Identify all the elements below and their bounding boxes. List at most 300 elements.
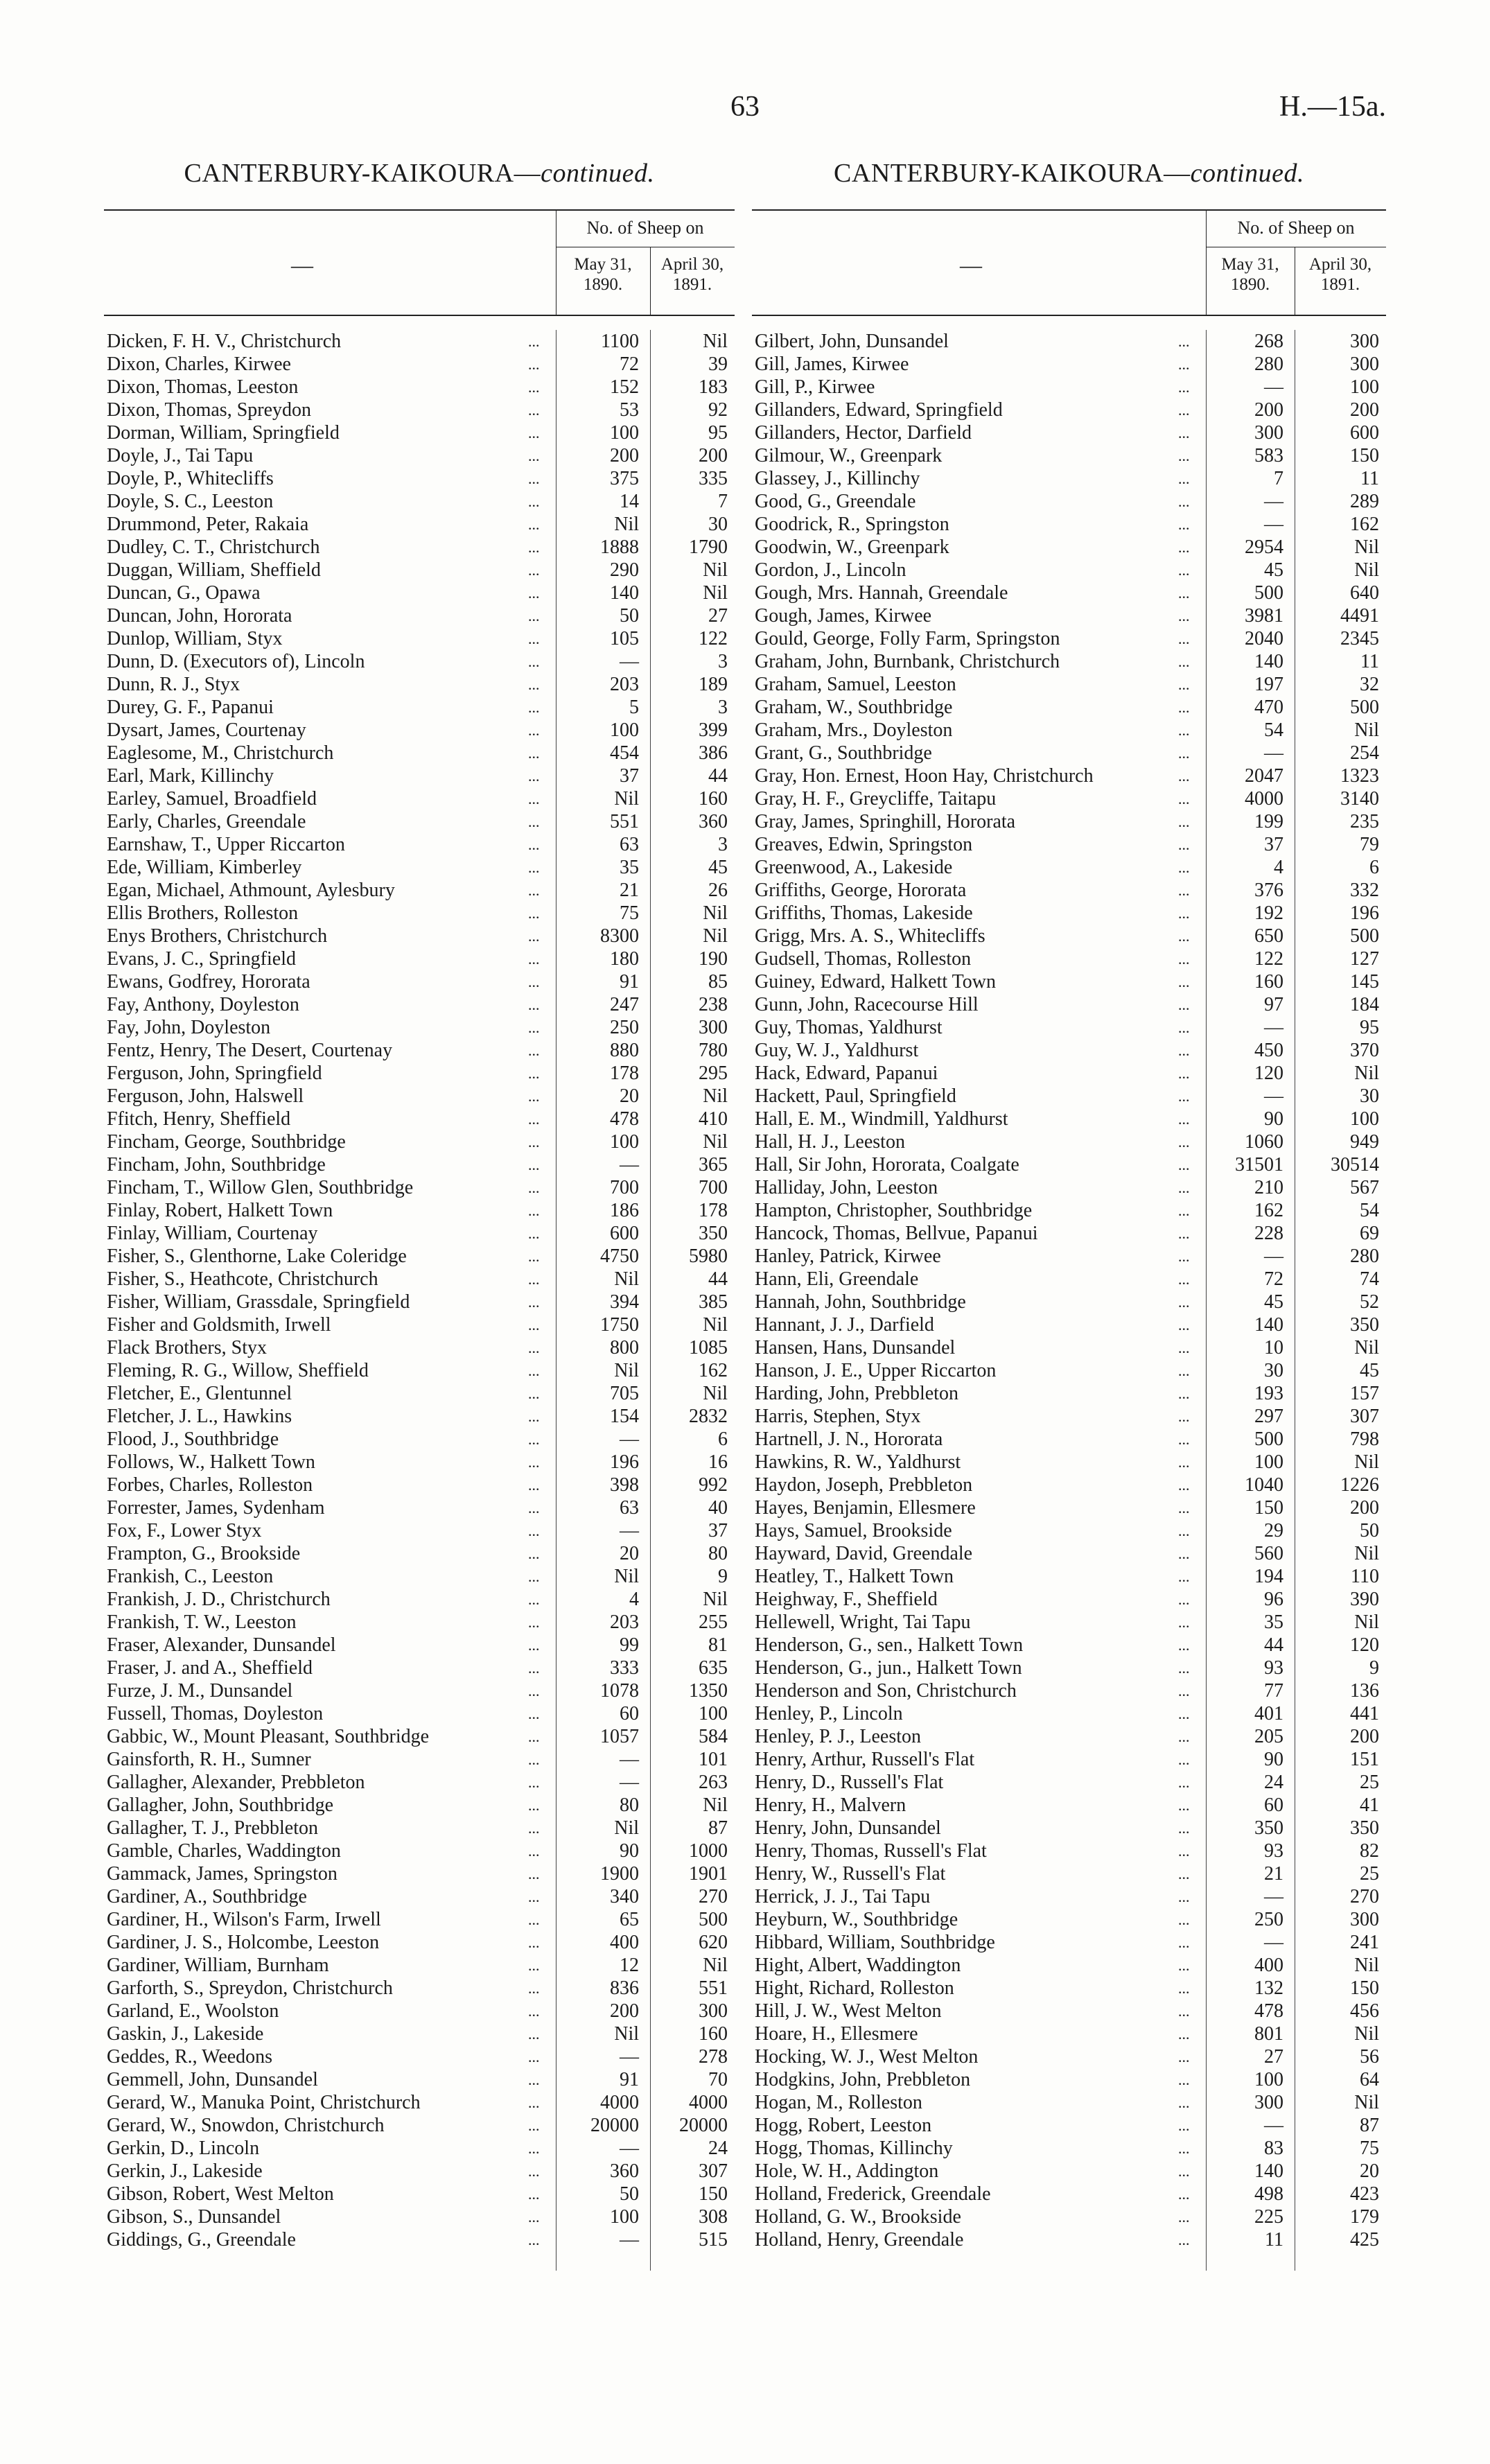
sheep-may-1890: 192 [1254,902,1283,924]
right-column-heading [752,158,1386,194]
sheep-may-1890: 100 [610,1131,639,1153]
leader-dots: ... [1178,2162,1190,2180]
table-row [752,1474,1386,1496]
leader-dots: ... [1178,1774,1190,1791]
table-row [104,1176,735,1199]
leader-dots: ... [528,493,540,510]
sheep-april-1891: 40 [708,1497,728,1519]
table-row [104,1840,735,1862]
owner-name: Ferguson, John, Springfield [107,1063,322,1084]
sheep-may-1890: 100 [610,2206,639,2228]
sheep-may-1890: 194 [1254,1566,1283,1587]
table-row [752,1016,1386,1039]
leader-dots: ... [1178,2140,1190,2157]
sheep-may-1890: 1078 [600,1680,639,1702]
leader-dots: ... [528,1636,540,1654]
owner-name: Hall, E. M., Windmill, Yaldhurst [755,1108,1008,1130]
table-row [104,1313,735,1336]
owner-name: Earley, Samuel, Broadfield [107,788,317,810]
leader-dots: ... [528,1225,540,1242]
sheep-may-1890: 247 [610,994,639,1015]
leader-dots: ... [1178,950,1190,968]
table-row [752,2114,1386,2137]
sheep-april-1891: 80 [708,1543,728,1564]
leader-dots: ... [1178,1225,1190,1242]
owner-name: Hannant, J. J., Darfield [755,1314,934,1336]
sheep-april-1891: 1901 [689,1863,728,1885]
leader-dots: ... [1178,1591,1190,1608]
sheep-may-1890: 376 [1254,880,1283,901]
sheep-may-1890: 340 [610,1886,639,1907]
owner-name: Hawkins, R. W., Yaldhurst [755,1451,961,1473]
table-row [104,787,735,810]
sheep-may-1890: 199 [1254,811,1283,832]
sheep-april-1891: 127 [1350,948,1379,970]
sheep-april-1891: 600 [1350,422,1379,444]
table-row [104,1108,735,1130]
leader-dots: ... [1178,676,1190,693]
leader-dots: ... [528,790,540,807]
sheep-may-1890: — [620,1428,639,1450]
sheep-may-1890: 300 [1254,422,1283,444]
sheep-may-1890: 186 [610,1200,639,1221]
sheep-may-1890: 801 [1254,2023,1283,2045]
table-row [752,1588,1386,1611]
sheep-april-1891: 350 [1350,1314,1379,1336]
owner-name: Hight, Albert, Waddington [755,1955,961,1976]
table-row [104,1679,735,1702]
leader-dots: ... [1178,1476,1190,1494]
sheep-april-1891: Nil [703,331,728,352]
table-row [104,1382,735,1405]
owner-name: Flack Brothers, Styx [107,1337,267,1358]
sheep-april-1891: 390 [1350,1589,1379,1610]
table-row [752,1108,1386,1130]
sheep-april-1891: 370 [1350,1040,1379,1061]
owner-name: Flood, J., Southbridge [107,1428,279,1450]
leader-dots: ... [1178,1636,1190,1654]
left-rows [104,330,735,2251]
sheep-may-1890: 83 [1264,2138,1283,2159]
sheep-april-1891: 85 [708,971,728,993]
table-row [104,2068,735,2091]
leader-dots: ... [1178,333,1190,350]
sheep-may-1890: 360 [610,2160,639,2182]
owner-name: Gardiner, A., Southbridge [107,1886,307,1907]
leader-dots: ... [1178,1202,1190,1219]
owner-name: Fentz, Henry, The Desert, Courtenay [107,1040,393,1061]
table-row [104,444,735,467]
table-row [752,1062,1386,1085]
sheep-may-1890: 203 [610,674,639,695]
sheep-may-1890: 300 [1254,2092,1283,2113]
leader-dots: ... [528,1133,540,1151]
owner-name: Fox, F., Lower Styx [107,1520,262,1541]
owner-name: Gerard, W., Snowdon, Christchurch [107,2115,385,2136]
sheep-may-1890: 140 [1254,2160,1283,2182]
sheep-april-1891: 278 [699,2046,728,2068]
leader-dots: ... [1178,1042,1190,1059]
owner-name: Giddings, G., Greendale [107,2229,296,2251]
sheep-may-1890: 20 [620,1085,639,1107]
leader-dots: ... [1178,1957,1190,1974]
table-row [752,353,1386,376]
sheep-april-1891: 992 [699,1474,728,1496]
table-row [104,970,735,993]
owner-name: Gardiner, J. S., Holcombe, Leeston [107,1932,380,1953]
leader-dots: ... [528,1888,540,1905]
sheep-may-1890: 100 [1254,2069,1283,2090]
owner-name: Gerkin, D., Lincoln [107,2138,260,2159]
table-row [752,1748,1386,1771]
sheep-april-1891: 386 [699,742,728,764]
table-row [752,1405,1386,1428]
table-row [752,925,1386,947]
leader-dots: ... [1178,356,1190,373]
sheep-april-1891: 270 [699,1886,728,1907]
table-row [104,925,735,947]
sheep-april-1891: 160 [699,2023,728,2045]
leader-dots: ... [1178,1682,1190,1700]
sheep-april-1891: 798 [1350,1428,1379,1450]
table-row [104,353,735,376]
sheep-header: No. of Sheep on [1237,218,1355,238]
sheep-may-1890: 50 [620,2183,639,2205]
sheep-may-1890: — [620,2046,639,2068]
sheep-april-1891: 1000 [689,1840,728,1862]
sheep-may-1890: 96 [1264,1589,1283,1610]
owner-name: Heighway, F., Sheffield [755,1589,938,1610]
owner-name: Guy, W. J., Yaldhurst [755,1040,919,1061]
sheep-may-1890: Nil [614,1817,639,1839]
owner-name: Duggan, William, Sheffield [107,559,321,581]
sheep-may-1890: — [620,1154,639,1176]
sheep-april-1891: 87 [708,1817,728,1839]
sheep-may-1890: 200 [610,445,639,466]
sheep-may-1890: 193 [1254,1383,1283,1404]
table-row [752,1977,1386,2000]
sheep-may-1890: — [620,1520,639,1541]
owner-name: Hanley, Patrick, Kirwee [755,1246,941,1267]
owner-name: Henry, H., Malvern [755,1794,906,1816]
sheep-april-1891: 3 [718,651,728,672]
sheep-may-1890: 50 [620,605,639,627]
owner-name: Gunn, John, Racecourse Hill [755,994,979,1015]
sheep-may-1890: — [620,1749,639,1770]
leader-dots: ... [528,1659,540,1677]
leader-dots: ... [528,539,540,556]
table-row [104,1428,735,1451]
sheep-may-1890: 401 [1254,1703,1283,1724]
leader-dots: ... [1178,2094,1190,2111]
owner-name: Fincham, George, Southbridge [107,1131,346,1153]
sheep-may-1890: 93 [1264,1840,1283,1862]
sheep-april-1891: 270 [1350,1886,1379,1907]
owner-name: Heatley, T., Halkett Town [755,1566,954,1587]
sheep-may-1890: 152 [610,376,639,398]
owner-name: Evans, J. C., Springfield [107,948,296,970]
sheep-april-1891: 25 [1360,1772,1379,1793]
sheep-may-1890: Nil [614,1360,639,1381]
leader-dots: ... [1178,1087,1190,1105]
leader-dots: ... [1178,1339,1190,1356]
owner-name: Gemmell, John, Dunsandel [107,2069,318,2090]
sheep-april-1891: 150 [699,2183,728,2205]
owner-name: Doyle, P., Whitecliffs [107,468,274,489]
sheep-april-1891: 52 [1360,1291,1379,1313]
sheep-may-1890: — [1264,1932,1283,1953]
owner-name: Gerkin, J., Lakeside [107,2160,263,2182]
table-row [752,1817,1386,1840]
sheep-april-1891: Nil [1354,1955,1379,1976]
table-row [752,833,1386,856]
sheep-may-1890: 880 [610,1040,639,1061]
sheep-may-1890: 97 [1264,994,1283,1015]
leader-dots: ... [1178,1545,1190,1562]
owner-name: Fay, Anthony, Doyleston [107,994,299,1015]
sheep-april-1891: 423 [1350,2183,1379,2205]
owner-name: Grigg, Mrs. A. S., Whitecliffs [755,925,985,947]
sheep-april-1891: 425 [1350,2229,1379,2251]
table-row [104,719,735,742]
table-row [104,536,735,559]
sheep-may-1890: 80 [620,1794,639,1816]
leader-dots: ... [1178,1270,1190,1288]
sheep-may-1890: 5 [629,697,639,718]
sheep-april-1891: 441 [1350,1703,1379,1724]
owner-name: Eaglesome, M., Christchurch [107,742,334,764]
leader-dots: ... [1178,1911,1190,1928]
table-row [104,2045,735,2068]
leader-dots: ... [528,1819,540,1837]
sheep-may-1890: 29 [1264,1520,1283,1541]
table-row [752,1954,1386,1977]
sheep-may-1890: 24 [1264,1772,1283,1793]
owner-name: Holland, G. W., Brookside [755,2206,961,2228]
sheep-april-1891: 3 [718,697,728,718]
table-row [752,2091,1386,2114]
sheep-may-1890: 551 [610,811,639,832]
table-row [752,1176,1386,1199]
sheep-may-1890: 800 [610,1337,639,1358]
leader-dots: ... [1178,2048,1190,2065]
sheep-april-1891: 162 [1350,514,1379,535]
sheep-may-1890: 200 [1254,399,1283,421]
owner-name: Herrick, J. J., Tai Tapu [755,1886,931,1907]
leader-dots: ... [1178,1110,1190,1128]
leader-dots: ... [1178,2231,1190,2248]
sheep-april-1891: 100 [1350,376,1379,398]
table-row [104,1565,735,1588]
owner-name: Finlay, William, Courtenay [107,1223,318,1244]
leader-dots: ... [528,2002,540,2020]
sheep-may-1890: 93 [1264,1657,1283,1679]
sheep-may-1890: Nil [614,788,639,810]
owner-name: Harris, Stephen, Styx [755,1406,921,1427]
table-row [104,1885,735,1908]
leader-dots: ... [1178,1728,1190,1745]
owner-name: Guiney, Edward, Halkett Town [755,971,996,993]
leader-dots: ... [1178,1156,1190,1173]
owner-name: Hannah, John, Southbridge [755,1291,966,1313]
table-row [752,902,1386,925]
leader-dots: ... [528,1339,540,1356]
right-column [752,158,1386,2251]
owner-name: Follows, W., Halkett Town [107,1451,315,1473]
table-row [752,1130,1386,1153]
sheep-may-1890: Nil [614,2023,639,2045]
leader-dots: ... [528,1751,540,1768]
sheep-may-1890: 454 [610,742,639,764]
leader-dots: ... [528,1202,540,1219]
owner-name: Gibson, S., Dunsandel [107,2206,281,2228]
owner-name: Gallagher, Alexander, Prebbleton [107,1772,365,1793]
leader-dots: ... [1178,2208,1190,2226]
leader-dots: ... [528,813,540,830]
sheep-may-1890: 3981 [1245,605,1283,627]
table-row [752,787,1386,810]
owner-name: Griffiths, George, Hororata [755,880,967,901]
sheep-april-1891: 41 [1360,1794,1379,1816]
table-row [104,1702,735,1725]
sheep-may-1890: Nil [614,514,639,535]
leader-dots: ... [528,447,540,464]
owner-name: Ellis Brothers, Rolleston [107,902,299,924]
owner-name: Gould, George, Folly Farm, Springston [755,628,1060,649]
sheep-april-1891: Nil [1354,1337,1379,1358]
leader-dots: ... [1178,927,1190,945]
sheep-april-1891: 200 [1350,1726,1379,1747]
sheep-may-1890: 4000 [1245,788,1283,810]
owner-name: Ffitch, Henry, Sheffield [107,1108,291,1130]
sheep-may-1890: 268 [1254,331,1283,352]
owner-name: Garland, E., Woolston [107,2000,279,2022]
sheep-may-1890: — [1264,1085,1283,1107]
leader-dots: ... [528,630,540,647]
sheep-april-1891: 235 [1350,811,1379,832]
sheep-may-1890: 65 [620,1909,639,1930]
table-row [104,1977,735,2000]
sheep-april-1891: 1323 [1340,765,1379,787]
owner-name: Gudsell, Thomas, Rolleston [755,948,972,970]
sheep-may-1890: 21 [1264,1863,1283,1885]
leader-dots: ... [528,333,540,350]
table-row [752,559,1386,582]
sheep-april-1891: 196 [1350,902,1379,924]
sheep-april-1891: 635 [699,1657,728,1679]
owner-name: Hogg, Robert, Leeston [755,2115,932,2136]
table-row [752,1336,1386,1359]
table-row [104,1405,735,1428]
table-row [104,1336,735,1359]
leader-dots: ... [528,1842,540,1860]
owner-name: Gray, Hon. Ernest, Hoon Hay, Christchurch [755,765,1094,787]
sheep-april-1891: 567 [1350,1177,1379,1198]
table-row [752,2183,1386,2205]
leader-dots: ... [1178,1842,1190,1860]
page-code: H.—15a. [1279,91,1386,123]
sheep-april-1891: 500 [1350,925,1379,947]
owner-name: Hill, J. W., West Melton [755,2000,942,2022]
sheep-may-1890: — [620,2138,639,2159]
leader-dots: ... [1178,1453,1190,1471]
leader-dots: ... [1178,2117,1190,2134]
table-row [104,2114,735,2137]
sheep-april-1891: 300 [1350,1909,1379,1930]
sheep-april-1891: Nil [1354,2092,1379,2113]
table-row [104,1268,735,1291]
sheep-may-1890: 20 [620,1543,639,1564]
sheep-april-1891: 3140 [1340,788,1379,810]
leader-dots: ... [528,950,540,968]
leader-dots: ... [1178,493,1190,510]
sheep-april-1891: Nil [703,1383,728,1404]
owner-name: Graham, Mrs., Doyleston [755,719,953,741]
sheep-may-1890: 77 [1264,1680,1283,1702]
leader-dots: ... [528,859,540,876]
sheep-april-1891: 151 [1350,1749,1379,1770]
owner-name: Grant, G., Southbridge [755,742,932,764]
table-row [752,947,1386,970]
table-row [752,1199,1386,1222]
leader-dots: ... [528,973,540,990]
owner-name: Dunn, D. (Executors of), Lincoln [107,651,365,672]
page-number: 63 [730,91,760,123]
owner-name: Henry, John, Dunsandel [755,1817,941,1839]
owner-name: Goodwin, W., Greenpark [755,536,949,558]
leader-dots: ... [528,1911,540,1928]
leader-dots: ... [1178,2002,1190,2020]
leader-dots: ... [528,1865,540,1882]
sheep-april-1891: 75 [1360,2138,1379,2159]
table-row [752,2228,1386,2251]
leader-dots: ... [1178,1705,1190,1722]
leader-dots: ... [1178,1819,1190,1837]
leader-dots: ... [528,1499,540,1517]
sheep-april-1891: 4491 [1340,605,1379,627]
sheep-may-1890: — [1264,1246,1283,1267]
leader-dots: ... [528,584,540,602]
table-row [752,1451,1386,1474]
sheep-may-1890: 225 [1254,2206,1283,2228]
sheep-april-1891: 7 [718,491,728,512]
table-row [752,1840,1386,1862]
sheep-april-1891: Nil [703,925,728,947]
sheep-may-1890: 2040 [1245,628,1283,649]
leader-dots: ... [1178,630,1190,647]
table-row [104,1634,735,1657]
table-row [104,1062,735,1085]
leader-dots: ... [528,653,540,670]
leader-dots: ... [1178,1659,1190,1677]
owner-name: Hocking, W. J., West Melton [755,2046,979,2068]
leader-dots: ... [528,882,540,899]
owner-name: Forrester, James, Sydenham [107,1497,325,1519]
owner-name: Ferguson, John, Halswell [107,1085,304,1107]
sheep-may-1890: 228 [1254,1223,1283,1244]
owner-name: Fisher, S., Glenthorne, Lake Coleridge [107,1246,407,1267]
table-row [752,1657,1386,1679]
sheep-april-1891: 157 [1350,1383,1379,1404]
sheep-april-1891: 360 [699,811,728,832]
sheep-april-1891: 307 [699,2160,728,2182]
sheep-april-1891: Nil [703,1085,728,1107]
table-row [752,1313,1386,1336]
table-row [752,1565,1386,1588]
table-row [752,1634,1386,1657]
sheep-may-1890: 54 [1264,719,1283,741]
sheep-april-1891: 6 [1369,857,1379,878]
